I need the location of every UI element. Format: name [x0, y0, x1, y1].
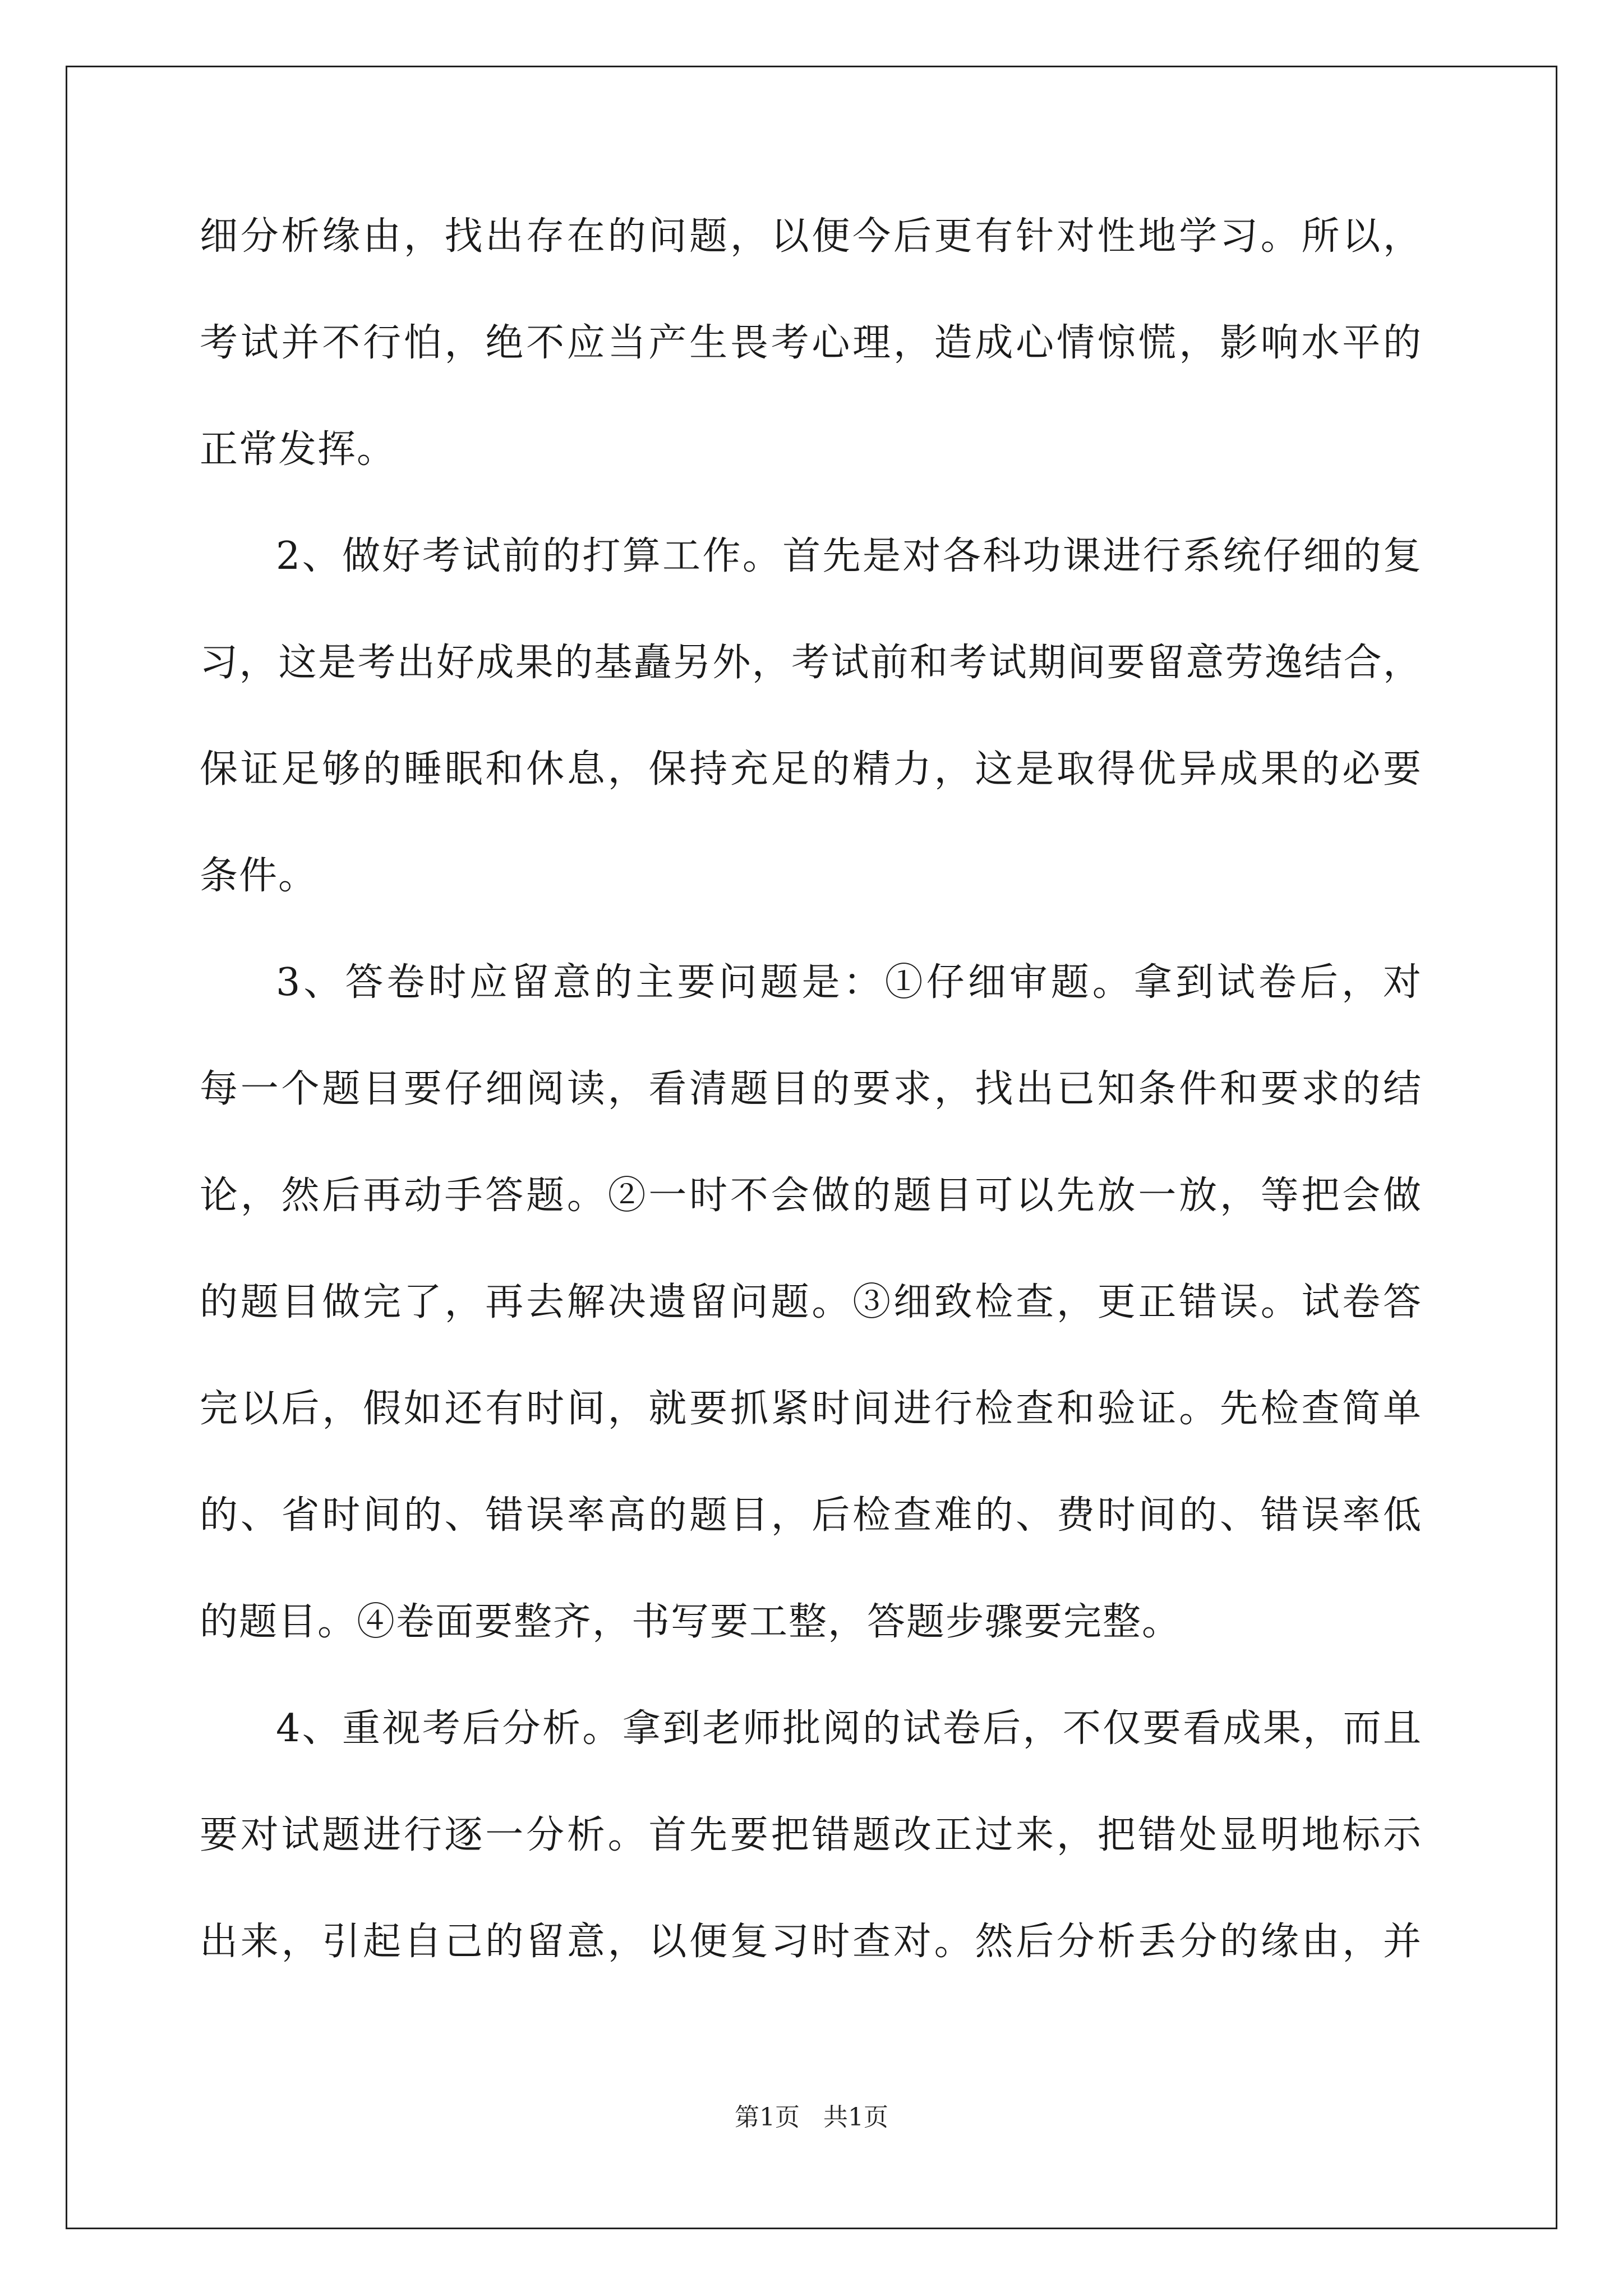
- text-line: 论，然后再动手答题。②一时不会做的题目可以先放一放，等把会做: [200, 1174, 1422, 1218]
- text-line: 出来，引起自己的留意，以便复习时查对。然后分析丢分的缘由，并: [200, 1920, 1422, 1964]
- text-line: 正常发挥。: [200, 427, 396, 472]
- page-footer: [0, 2101, 1623, 2134]
- text-line: 4、重视考后分析。拿到老师批阅的试卷后，不仅要看成果，而且: [276, 1706, 1422, 1751]
- page-border: [66, 66, 1557, 2229]
- text-line: 3、答卷时应留意的主要问题是：①仔细审题。拿到试卷后，对: [276, 960, 1422, 1005]
- text-line: 的题目做完了，再去解决遗留问题。③细致检查，更正错误。试卷答: [200, 1280, 1422, 1324]
- text-line: 考试并不行怕，绝不应当产生畏考心理，造成心情惊慌，影响水平的: [200, 321, 1422, 365]
- page-number: 第1页 共1页: [735, 2103, 888, 2132]
- text-line: 每一个题目要仔细阅读，看清题目的要求，找出已知条件和要求的结: [200, 1067, 1422, 1111]
- text-line: 的题目。④卷面要整齐，书写要工整，答题步骤要完整。: [200, 1600, 1182, 1644]
- text-line: 的、省时间的、错误率高的题目，后检查难的、费时间的、错误率低: [200, 1493, 1422, 1538]
- text-line: 细分析缘由，找出存在的问题，以便今后更有针对性地学习。所以，: [200, 214, 1422, 259]
- text-line: 完以后，假如还有时间，就要抓紧时间进行检查和验证。先检查简单: [200, 1387, 1422, 1431]
- text-line: 2、做好考试前的打算工作。首先是对各科功课进行系统仔细的复: [276, 534, 1422, 578]
- text-line: 条件。: [200, 854, 318, 898]
- text-line: 要对试题进行逐一分析。首先要把错题改正过来，把错处显明地标示: [200, 1813, 1422, 1857]
- text-line: 保证足够的睡眠和休息，保持充足的精力，这是取得优异成果的必要: [200, 747, 1422, 792]
- text-line: 习，这是考出好成果的基矗另外，考试前和考试期间要留意劳逸结合，: [200, 641, 1422, 685]
